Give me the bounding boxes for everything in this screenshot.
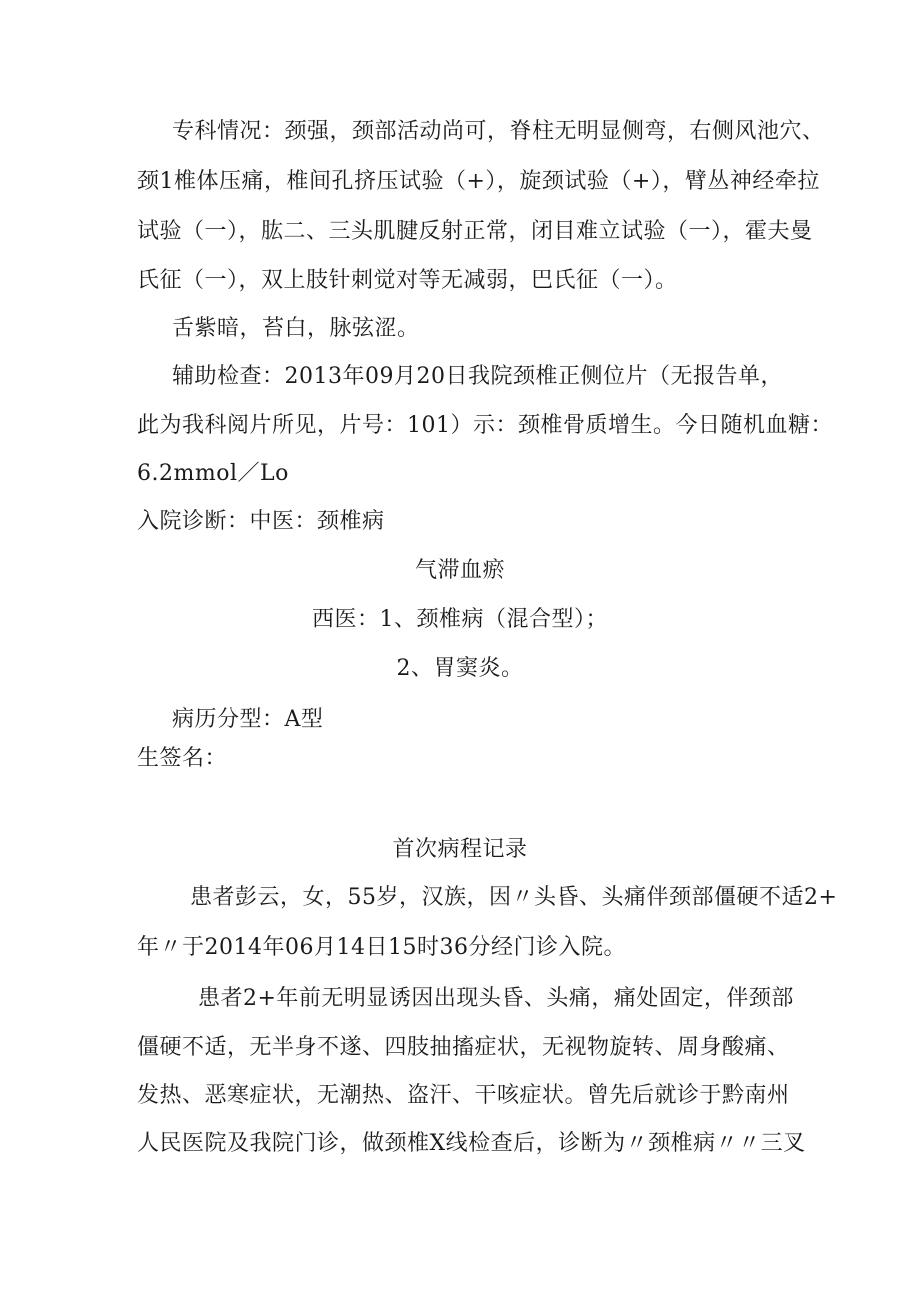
first-record-p1-line2: 年〃于2014年06月14日15时36分经门诊入院。 bbox=[137, 935, 626, 960]
auxiliary-line-3: 6.2mmol／Lo bbox=[137, 461, 289, 486]
record-type: 病历分型：A型 bbox=[172, 707, 324, 732]
specialty-line-4: 氏征（一），双上肢针刺觉对等无减弱，巴氏征（一）。 bbox=[137, 268, 678, 293]
first-record-p2-line3: 发热、恶寒症状，无潮热、盗汗、干咳症状。曾先后就诊于黔南州 bbox=[137, 1083, 790, 1108]
first-record-p2-line4: 人民医院及我院门诊，做颈椎X线检查后，诊断为〃颈椎病〃〃三叉 bbox=[137, 1131, 806, 1156]
diagnosis-tcm: 入院诊断：中医：颈椎病 bbox=[137, 509, 385, 534]
first-record-p2-line1: 患者2+年前无明显诱因出现头昏、头痛，痛处固定，伴颈部 bbox=[198, 986, 794, 1011]
specialty-line-1: 专科情况：颈强，颈部活动尚可，脊柱无明显侧弯，右侧风池穴、 bbox=[172, 119, 825, 144]
specialty-line-2: 颈1椎体压痛，椎间孔挤压试验（+），旋颈试验（+），臂丛神经牵拉 bbox=[137, 169, 820, 194]
tongue-pulse-text: 舌紫暗，苔白，脉弦涩。 bbox=[172, 316, 420, 341]
first-record-p1-line1: 患者彭云，女，55岁，汉族，因〃头昏、头痛伴颈部僵硬不适2+ bbox=[190, 885, 838, 910]
signature-label: 生签名： bbox=[137, 746, 228, 771]
diagnosis-western-2: 2、胃窦炎。 bbox=[396, 656, 524, 681]
specialty-line-3: 试验（一），肱二、三头肌腱反射正常，闭目难立试验（一），霍夫曼 bbox=[137, 219, 813, 244]
diagnosis-tcm-type: 气滞血瘀 bbox=[414, 558, 505, 583]
first-record-p2-line2: 僵硬不适，无半身不遂、四肢抽搐症状，无视物旋转、周身酸痛、 bbox=[137, 1035, 790, 1060]
first-record-title: 首次病程记录 bbox=[392, 837, 528, 862]
auxiliary-line-2: 此为我科阅片所见，片号：101）示：颈椎骨质增生。今日随机血糖： bbox=[137, 413, 833, 438]
diagnosis-western-1: 西医：1、颈椎病（混合型）； bbox=[312, 607, 608, 632]
auxiliary-line-1: 辅助检查：2013年09月20日我院颈椎正侧位片（无报告单， bbox=[172, 364, 783, 389]
